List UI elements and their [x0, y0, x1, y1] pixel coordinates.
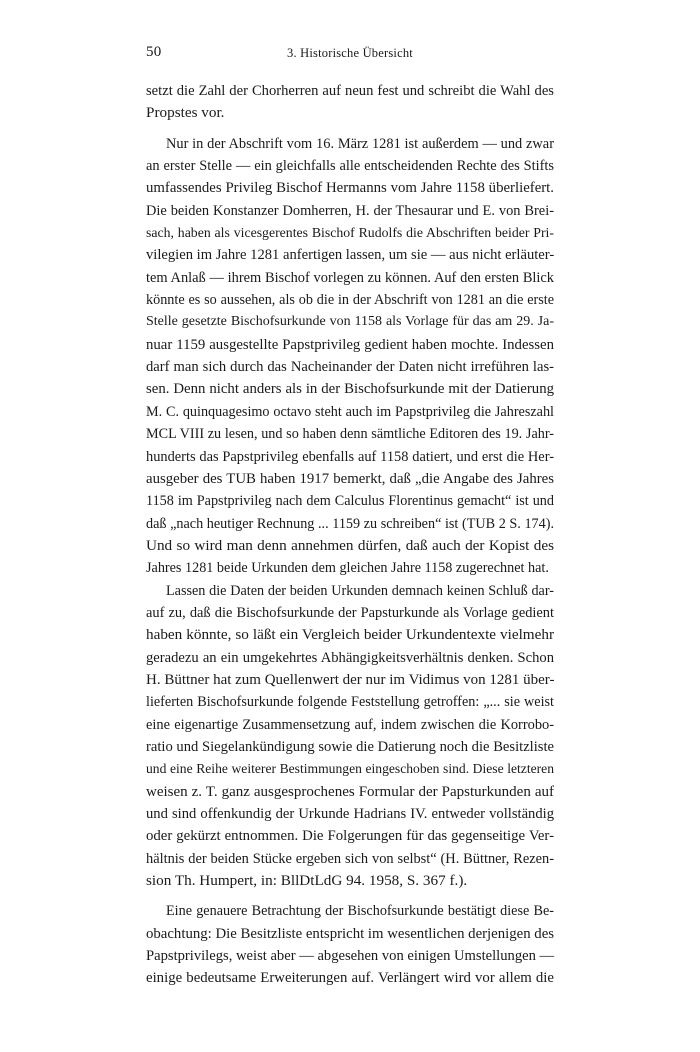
text-line: an erster Stelle — ein gleichfalls alle entscheidenden Rechte des Stifts [146, 158, 554, 175]
text-line: hältnis der beiden Stücke ergeben sich von selbst“ (H. Büttner, Rezen- [146, 850, 554, 867]
text-line: und sind offenkundig der Urkunde Hadrians IV. entweder vollständig [146, 806, 554, 822]
text-line: umfassendes Privileg Bischof Hermanns vom Jahre 1158 überliefert. [146, 180, 554, 197]
text-line: darf man sich durch das Nacheinander der Daten nicht irreführen las- [146, 359, 554, 376]
text-line: haben könnte, so läßt ein Vergleich beider Urkundentexte vielmehr [146, 626, 554, 644]
text-line: auf zu, daß die Bischofsurkunde der Papsturkunde als Vorlage gedient [146, 604, 554, 621]
text-line: Die beiden Konstanzer Domherren, H. der Thesaurar und E. von Brei- [146, 202, 554, 219]
text-line: Und so wird man denn annehmen dürfen, daß auch der Kopist des [146, 536, 554, 554]
text-line: hunderts das Papstprivileg ebenfalls auf 1158 datiert, und erst die Her- [146, 448, 554, 465]
text-line: 1158 im Papstprivileg nach dem Calculus Florentinus gemacht“ ist und [146, 493, 554, 510]
text-line: einige bedeutsame Erweiterungen auf. Verlängert wird vor allem die [146, 970, 554, 987]
text-line: lieferten Bischofsurkunde folgende Feststellung getroffen: „... sie weist [146, 694, 554, 711]
text-line: setzt die Zahl der Chorherren auf neun fest und schreibt die Wahl des [146, 83, 554, 99]
text-line: Papstprivilegs, weist aber — abgesehen von einigen Umstellungen — [146, 948, 555, 965]
text-line: M. C. quinquagesimo octavo steht auch im Papstprivileg die Jahreszahl [146, 403, 554, 420]
text-line: Jahres 1281 beide Urkunden dem gleichen Jahre 1158 zugerechnet hat. [146, 560, 549, 577]
body-text [146, 80, 554, 990]
text-line: ausgeber des TUB haben 1917 bemerkt, daß „die Angabe des Jahres [146, 470, 554, 487]
page-header [146, 44, 554, 66]
page-number: 50 [146, 44, 162, 60]
text-line: eine eigenartige Zusammensetzung auf, indem zwischen die Korrobo- [146, 716, 554, 733]
text-line: ratio und Siegelankündigung sowie die Datierung noch die Besitzliste [146, 738, 554, 755]
text-line: weisen z. T. ganz ausgesprochenes Formular der Papsturkunden auf [146, 783, 554, 800]
running-head: 3. Historische Übersicht [287, 46, 413, 60]
text-line: und eine Reihe weiterer Bestimmungen eingeschoben sind. Diese letzteren [146, 761, 554, 777]
text-line: Propstes vor. [146, 104, 225, 122]
text-line: Nur in der Abschrift vom 16. März 1281 ist außerdem — und zwar [166, 135, 554, 152]
text-line: Lassen die Daten der beiden Urkunden demnach keinen Schluß dar- [166, 582, 554, 599]
text-line: H. Büttner hat zum Quellenwert der nur im Vidimus von 1281 über- [146, 671, 555, 688]
text-line: MCL VIII zu lesen, und so haben denn sämtliche Editoren des 19. Jahr- [146, 426, 554, 443]
text-line: Eine genauere Betrachtung der Bischofsurkunde bestätigt diese Be- [166, 903, 554, 920]
text-line: vilegien im Jahre 1281 anfertigen lassen, um sie — aus nicht erläuter- [146, 247, 555, 264]
text-line: sach, haben als vicesgerentes Bischof Rudolfs die Abschriften beider Pri- [146, 225, 554, 241]
text-line: obachtung: Die Besitzliste entspricht im wesentlichen derjenigen des [146, 925, 555, 942]
text-line: nuar 1159 ausgestellte Papstprivileg gedient haben mochte. Indessen [146, 336, 554, 353]
text-line: oder gekürzt entnommen. Die Folgerungen für das gegenseitige Ver- [146, 828, 554, 845]
text-line: sion Th. Humpert, in: BllDtLdG 94. 1958, S. 367 f.). [146, 872, 468, 890]
text-line: könnte es so aussehen, als ob die in der Abschrift von 1281 an die erste [146, 292, 554, 309]
text-line: sen. Denn nicht anders als in der Bischofsurkunde mit der Datierung [146, 381, 554, 398]
text-line: tem Anlaß — ihrem Bischof vorlegen zu können. Auf den ersten Blick [146, 269, 554, 286]
text-line: geradezu an ein umgekehrtes Abhängigkeitsverhältnis denken. Schon [146, 649, 554, 666]
text-line: Stelle gesetzte Bischofsurkunde von 1158 als Vorlage für das am 29. Ja- [146, 314, 554, 330]
text-line: daß „nach heutiger Rechnung ... 1159 zu schreiben“ ist (TUB 2 S. 174). [146, 515, 554, 532]
